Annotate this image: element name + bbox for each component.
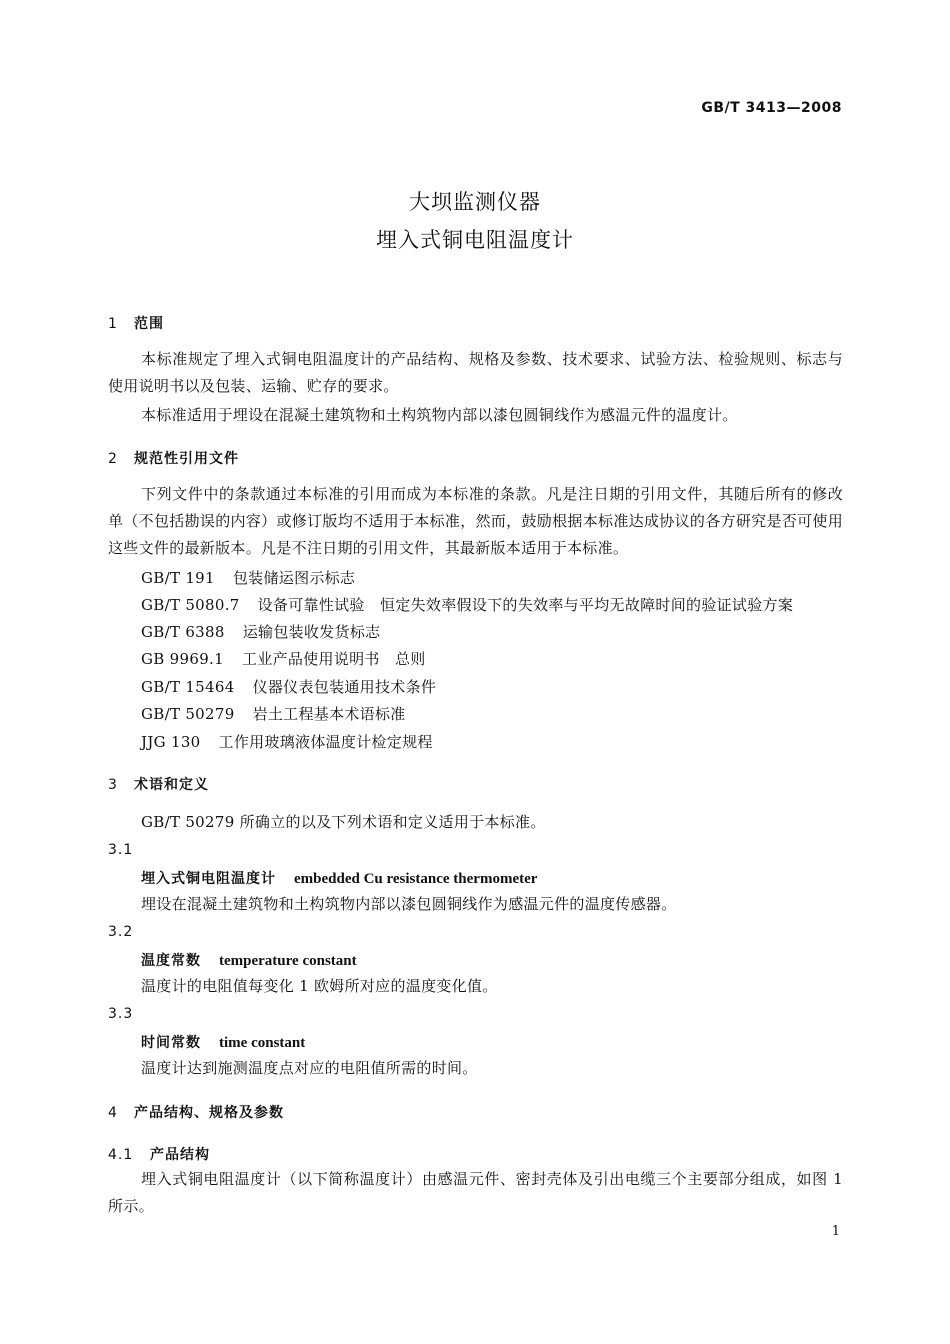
- term-definition: 温度计的电阻值每变化 1 欧姆所对应的温度变化值。: [141, 977, 498, 995]
- section-2-heading: [108, 448, 239, 468]
- term-zh: 埋入式铜电阻温度计: [141, 871, 276, 887]
- term-number: 3.1: [108, 842, 134, 858]
- section-title: 规范性引用文件: [134, 451, 239, 467]
- subsection-number: 4.1: [108, 1147, 134, 1163]
- term-definition: 温度计达到施测温度点对应的电阻值所需的时间。: [141, 1059, 478, 1077]
- reference-item: [141, 731, 433, 752]
- subsection-4-1-paragraph: 埋入式铜电阻温度计（以下简称温度计）由感温元件、密封壳体及引出电缆三个主要部分组成，如图 1 所示。: [108, 1170, 843, 1215]
- subsection-4-1-heading: [108, 1144, 210, 1164]
- term-en: time constant: [219, 1035, 306, 1051]
- section-1-paragraph-1: 本标准规定了埋入式铜电阻温度计的产品结构、规格及参数、技术要求、试验方法、检验规则、标志与使用说明书以及包装、运输、贮存的要求。: [108, 350, 843, 395]
- reference-item: [141, 594, 793, 615]
- reference-title: 工业产品使用说明书 总则: [241, 650, 426, 668]
- reference-code: GB/T 15464: [141, 678, 235, 696]
- term-number: 3.2: [108, 924, 134, 940]
- section-number: 4: [108, 1105, 118, 1121]
- reference-item: [141, 621, 380, 642]
- section-number: 3: [108, 777, 118, 793]
- reference-code: GB/T 6388: [141, 623, 225, 641]
- reference-code: JJG 130: [141, 733, 201, 751]
- reference-item: [141, 648, 426, 669]
- term-heading: [141, 868, 537, 888]
- reference-code: GB 9969.1: [141, 650, 224, 668]
- section-number: 1: [108, 316, 118, 332]
- reference-title: 岩土工程基本术语标准: [252, 705, 406, 723]
- reference-code: GB/T 191: [141, 569, 215, 587]
- section-1-paragraph-2: 本标准适用于埋设在混凝土建筑物和土构筑物内部以漆包圆铜线作为感温元件的温度计。: [141, 406, 738, 424]
- section-1-heading: [108, 313, 164, 333]
- term-number: 3.3: [108, 1006, 134, 1022]
- page-number: 1: [831, 1224, 840, 1239]
- standard-code: GB/T 3413—2008: [701, 100, 842, 116]
- reference-title: 设备可靠性试验 恒定失效率假设下的失效率与平均无故障时间的验证试验方案: [257, 596, 794, 614]
- reference-item: [141, 703, 406, 724]
- reference-code: GB/T 5080.7: [141, 596, 240, 614]
- subsection-title: 产品结构: [150, 1147, 210, 1163]
- title-line-2: 埋入式铜电阻温度计: [376, 228, 574, 252]
- title-line-1: 大坝监测仪器: [409, 190, 541, 214]
- term-definition: 埋设在混凝土建筑物和土构筑物内部以漆包圆铜线作为感温元件的温度传感器。: [141, 895, 677, 913]
- section-2-paragraph-1: 下列文件中的条款通过本标准的引用而成为本标准的条款。凡是注日期的引用文件，其随后所有的修改单（不包括勘误的内容）或修订版均不适用于本标准，然而，鼓励根据本标准达成协议的各方研究是否可使用这些文件的最新版本。凡是不注日期的引用文件，其最新版本适用于本标准。: [108, 485, 843, 557]
- section-4-heading: [108, 1102, 284, 1122]
- term-en: embedded Cu resistance thermometer: [294, 871, 538, 887]
- reference-code: GB/T 50279: [141, 705, 235, 723]
- term-en: temperature constant: [219, 953, 357, 969]
- section-title: 范围: [134, 316, 164, 332]
- reference-item: [141, 567, 355, 588]
- section-title: 术语和定义: [134, 777, 209, 793]
- section-3-intro: GB/T 50279 所确立的以及下列术语和定义适用于本标准。: [141, 813, 546, 831]
- reference-title: 仪器仪表包装通用技术条件: [252, 678, 437, 696]
- section-number: 2: [108, 451, 118, 467]
- term-zh: 温度常数: [141, 953, 201, 969]
- reference-title: 工作用玻璃液体温度计检定规程: [218, 733, 433, 751]
- term-heading: [141, 950, 357, 970]
- term-zh: 时间常数: [141, 1035, 201, 1051]
- reference-title: 包装储运图示标志: [232, 569, 356, 587]
- section-3-heading: [108, 774, 209, 794]
- term-heading: [141, 1032, 305, 1052]
- reference-item: [141, 676, 436, 697]
- reference-title: 运输包装收发货标志: [242, 623, 381, 641]
- section-title: 产品结构、规格及参数: [134, 1105, 284, 1121]
